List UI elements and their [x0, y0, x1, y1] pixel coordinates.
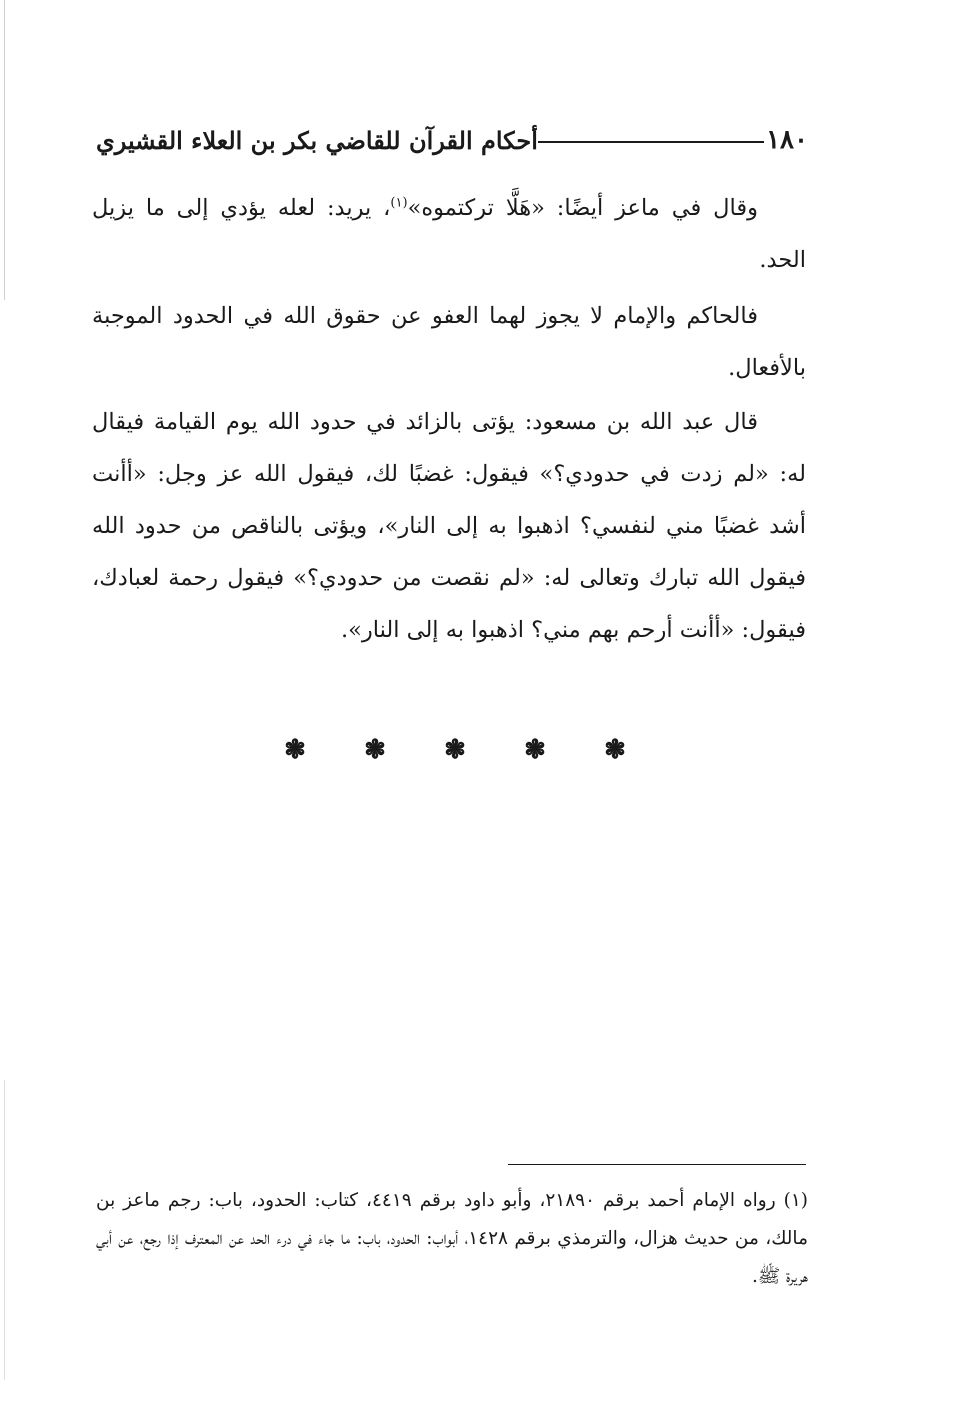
footnote-rule	[508, 1164, 806, 1165]
header-rule	[538, 141, 764, 143]
book-title: أحكام القرآن للقاضي بكر بن العلاء القشيري	[96, 125, 538, 155]
scan-edge-line	[4, 1080, 5, 1380]
ornament-star-icon: ❃	[444, 735, 466, 765]
ornament-star-icon: ❃	[364, 735, 386, 765]
page-number: ١٨٠	[766, 125, 808, 155]
paragraph-text: ، يريد: لعله يؤدي إلى ما يزيل الحد.	[92, 195, 806, 273]
footnote: (١) رواه الإمام أحمد برقم ٢١٨٩٠، وأبو داود برقم ٤٤١٩، كتاب: الحدود، باب: رجم ماعز بن مالك، من حديث هزال، والترمذي برقم ١٤٢٨، أبواب: الحدود، باب: ما جاء في درء الحد عن المعترف إذا رجع، عن أبي هريرة ﷺ.	[96, 1190, 808, 1287]
ornament-star-icon: ❃	[524, 735, 546, 765]
running-header	[96, 118, 808, 162]
paragraph-ruler: فالحاكم والإمام لا يجوز لهما العفو عن حقوق الله في الحدود الموجبة بالأفعال.	[92, 303, 806, 381]
paragraph-text: وقال في ماعز أيضًا: «هَلَّا تركتموه»	[407, 195, 758, 221]
scan-edge-line	[4, 0, 5, 300]
paragraph-maiz	[92, 182, 806, 286]
ornament-star-icon: ❃	[284, 735, 306, 765]
footnote-reference: (١)	[390, 195, 408, 211]
ornament-star-icon: ❃	[604, 735, 626, 765]
section-separator	[280, 735, 630, 765]
paragraph-ibn-masud: قال عبد الله بن مسعود: يؤتى بالزائد في حدود الله يوم القيامة فيقال له: «لم زدت في حدودي؟» فيقول: غضبًا لك، فيقول الله عز وجل: «أأنت أشد غضبًا مني لنفسي؟ اذهبوا به إلى النار»، ويؤتى بالناقص من حدود الله فيقول الله تبارك وتعالى له: «لم نقصت من حدودي؟» فيقول رحمة لعبادك، فيقول: «أأنت أرحم بهم مني؟ اذهبوا به إلى النار».	[92, 409, 806, 643]
